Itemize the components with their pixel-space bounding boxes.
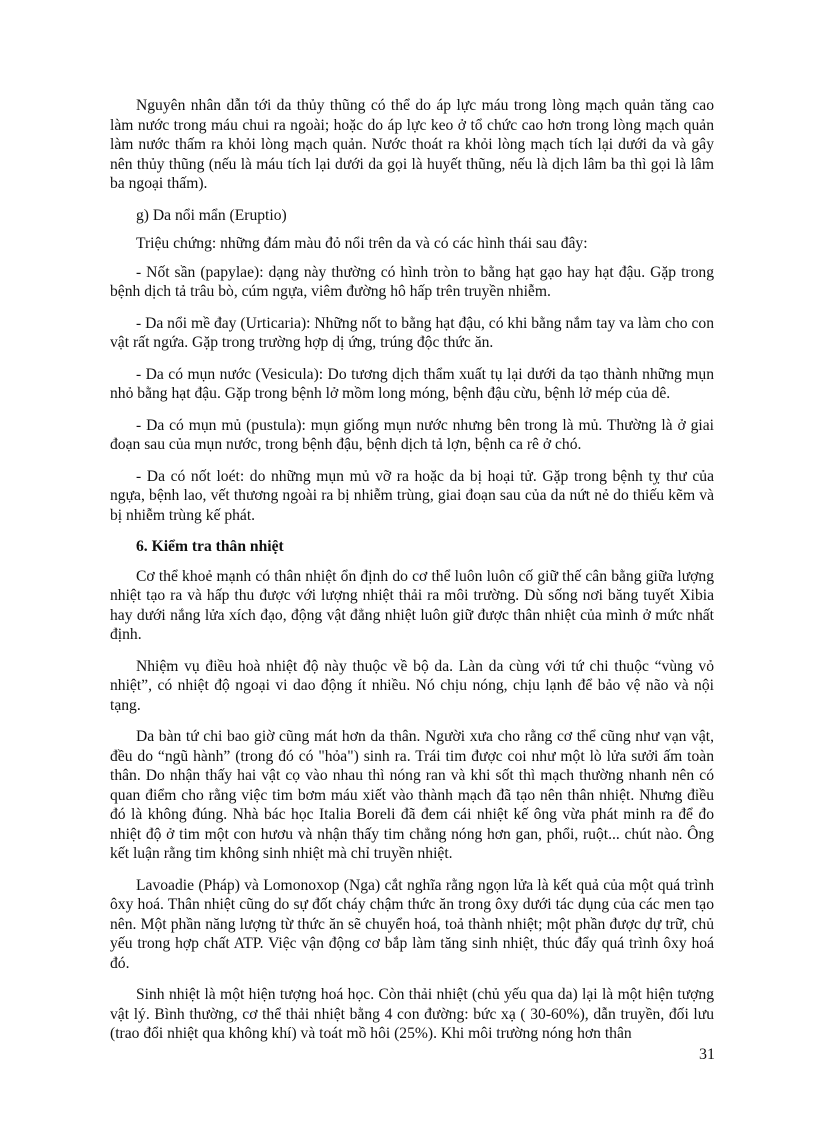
paragraph-thermal-balance: Cơ thể khoẻ mạnh có thân nhiệt ổn định do cơ thể luôn luôn cố giữ thế cân bằng giữa lượng nhiệt tạo ra và hấp thu được với lượng nhiệt thải ra môi trường. Dù sống nơi băng tuyết Xibia hay dưới nắng lửa xích đạo, động vật đẳng nhiệt luôn giữ được thân nhiệt của mình ở mức nhất định. xyxy=(110,567,714,643)
paragraph-vesicula: - Da có mụn nước (Vesicula): Do tương dịch thẩm xuất tụ lại dưới da tạo thành những mụn nhỏ bằng hạt đậu. Gặp trong bệnh lở mồm long móng, bệnh đậu cừu, bệnh lở mép của dê. xyxy=(110,365,714,402)
subheading-eruptio: g) Da nổi mẩn (Eruptio) xyxy=(136,206,287,224)
paragraph-urticaria: - Da nổi mề đay (Urticaria): Những nốt to bằng hạt đậu, có khi bằng nắm tay va làm cho con vật rất ngứa. Gặp trong trường hợp dị ứng, trúng độc thức ăn. xyxy=(110,314,714,351)
paragraph-oxidation: Lavoadie (Pháp) và Lomonoxop (Nga) cắt nghĩa rằng ngọn lửa là kết quả của một quá trình ôxy hoá. Thân nhiệt cũng do sự đốt cháy chậm thức ăn trong ôxy dưới tác dụng của các men tạo nên. Một phần năng lượng từ thức ăn sẽ chuyển hoá, toả thành nhiệt; một phần được dự trữ, chủ yếu trong hợp chất ATP. Việc vận động cơ bắp làm tăng sinh nhiệt, thúc đẩy quá trình ôxy hoá đó. xyxy=(110,876,714,972)
paragraph-symptoms: Triệu chứng: những đám màu đỏ nổi trên da và có các hình thái sau đây: xyxy=(136,235,588,252)
document-body xyxy=(110,96,714,1056)
page-number: 31 xyxy=(699,1046,715,1063)
paragraph-ulcer: - Da có nốt loét: do những mụn mủ vỡ ra hoặc da bị hoại tử. Gặp trong bệnh tỵ thư của ngựa, bệnh lao, vết thương ngoài ra bị nhiễm trùng, giai đoạn sau của da nứt nẻ do thiếu kẽm và bị nhiễm trùng kế phát. xyxy=(110,467,714,524)
paragraph-heat-loss: Sinh nhiệt là một hiện tượng hoá học. Còn thải nhiệt (chủ yếu qua da) lại là một hiện tượng vật lý. Bình thường, cơ thể thải nhiệt bằng 4 con đường: bức xạ ( 30-60%), dẫn truyền, đối lưu (trao đổi nhiệt qua không khí) và toát mồ hôi (25%). Khi môi trường nóng hơn thân xyxy=(110,986,714,1042)
section-heading-body-temperature: 6. Kiểm tra thân nhiệt xyxy=(136,538,284,555)
paragraph-edema-cause: Nguyên nhân dẫn tới da thủy thũng có thể do áp lực máu trong lòng mạch quản tăng cao làm nước trong máu chui ra ngoài; hoặc do áp lực keo ở tổ chức cao hơn trong lòng mạch quản làm nước thấm ra khỏi lòng mạch quản. Nước thoát ra khỏi lòng mạch tích lại dưới da và gây nên thủy thũng (nếu là máu tích lại dưới da gọi là huyết thũng, nếu là dịch lâm ba thì gọi là lâm ba ngoại thấm). xyxy=(110,97,714,192)
paragraph-pustula: - Da có mụn mủ (pustula): mụn giống mụn nước nhưng bên trong là mủ. Thường là ở giai đoạn sau của mụn nước, trong bệnh đậu, bệnh dịch tả lợn, bệnh ca rê ở chó. xyxy=(110,416,714,453)
paragraph-limbs-heart: Da bàn tứ chi bao giờ cũng mát hơn da thân. Người xưa cho rằng cơ thể cũng như vạn vật, đều do “ngũ hành” (trong đó có "hỏa") sinh ra. Trái tim được coi như một lò lửa sưởi ấm toàn thân. Do nhận thấy hai vật cọ vào nhau thì nóng ran và khi sốt thì mạch thường nhanh nên có quan điểm cho rằng việc tim bơm máu xiết vào thành mạch đã tạo nên thân nhiệt. Nhưng điều đó là không đúng. Nhà bác học Italia Boreli đã đem cái nhiệt kế ông vừa phát minh ra để đo nhiệt độ ở tim một con hươu và nhận thấy tim chẳng nóng hơn gan, phổi, ruột... chút nào. Ông kết luận rằng tim không sinh nhiệt mà chỉ truyền nhiệt. xyxy=(110,728,714,862)
paragraph-papylae: - Nốt sần (papylae): dạng này thường có hình tròn to bằng hạt gạo hay hạt đậu. Gặp trong bệnh dịch tả trâu bò, cúm ngựa, viêm đường hô hấp trên truyền nhiễm. xyxy=(110,263,714,300)
paragraph-skin-regulation: Nhiệm vụ điều hoà nhiệt độ này thuộc về bộ da. Làn da cùng với tứ chi thuộc “vùng vỏ nhiệt”, có nhiệt độ ngoại vi dao động ít nhiều. Nó chịu nóng, chịu lạnh để bảo vệ não và nội tạng. xyxy=(110,657,714,714)
